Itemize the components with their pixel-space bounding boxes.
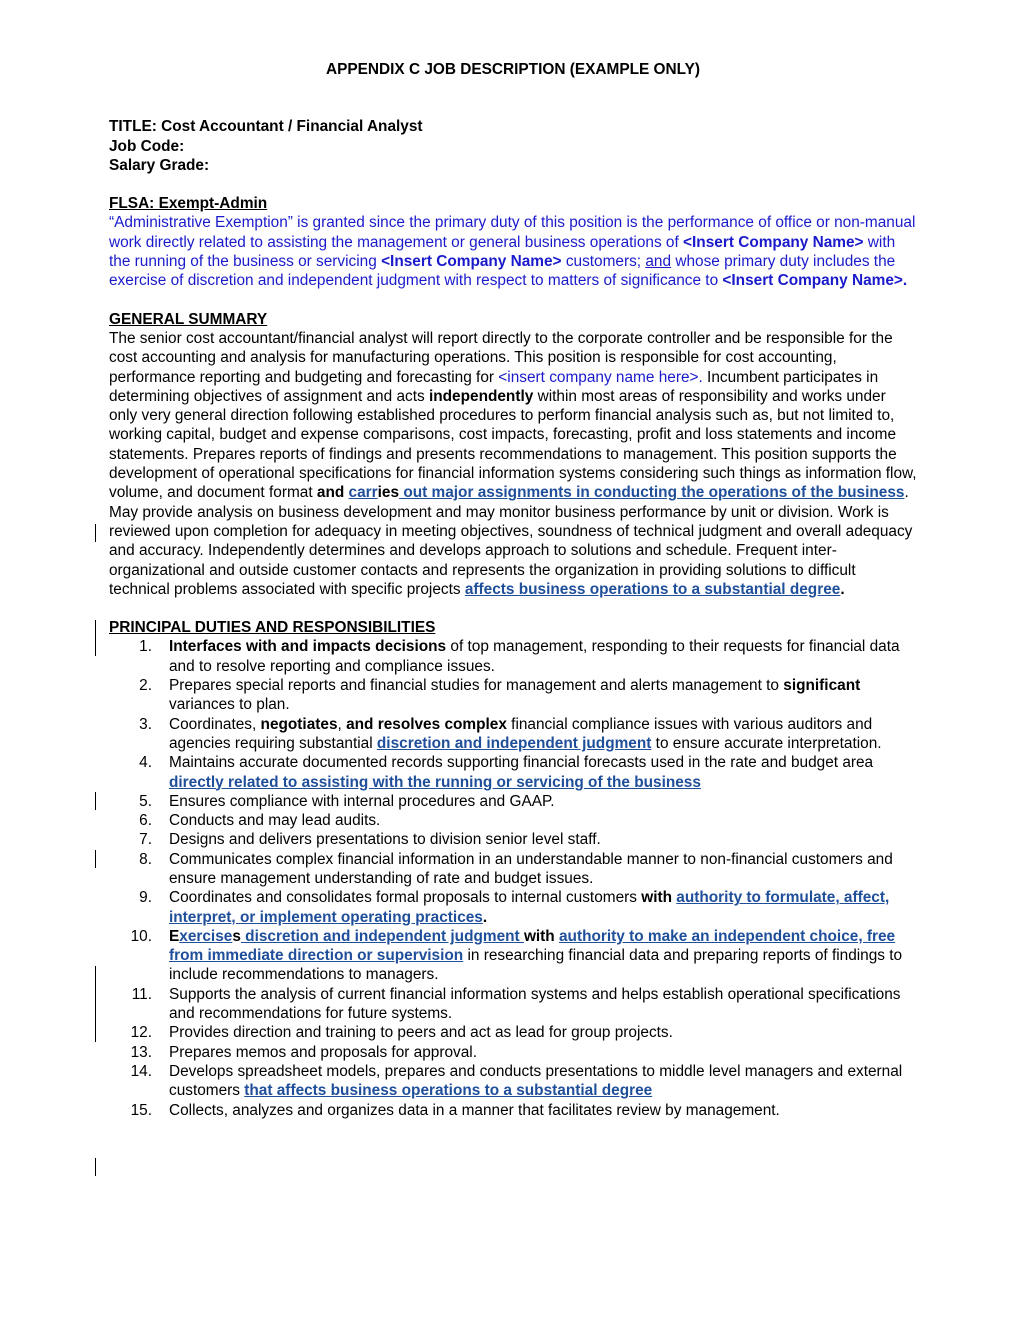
duties-list xyxy=(109,637,917,1119)
list-item: 4. Maintains accurate documented records supporting financial forecasts used in the rate and budget area directly related to assisting with the running or servicing of the business xyxy=(139,754,874,791)
salary-grade: Salary Grade: xyxy=(109,156,210,174)
revision-bar xyxy=(95,524,96,542)
list-item: 10. Exercises discretion and independent judgment with authority to make an independent choice, free from immediate direction or supervision in researching financial data and preparing reports of findings to include recommendations to managers. xyxy=(130,927,903,984)
list-item: 1. Interfaces with and impacts decisions of top management, responding to their requests for financial data and to resolve reporting and compliance issues. xyxy=(139,638,900,675)
summary-link[interactable]: carr xyxy=(348,484,378,502)
summary-link[interactable]: out major assignments in conducting the operations of the business xyxy=(399,484,905,502)
flsa-heading: FLSA: Exempt-Admin xyxy=(109,195,268,213)
flsa-paragraph: “Administrative Exemption” is granted since the primary duty of this position is the performance of office or non-manual work directly related to assisting the management or general business operations of <Insert Company Name> with the running of the business or servicing <Insert Company Name> customers; and whose primary duty includes the exercise of discretion and independent judgment with respect to matters of significance to <Insert Company Name>. xyxy=(109,214,916,290)
list-item: 6. Conducts and may lead audits. xyxy=(139,812,381,830)
duty-link[interactable]: xercise xyxy=(179,927,233,945)
list-item: 11. Supports the analysis of current financial information systems and helps establish operational specifications and recommendations for future systems. xyxy=(131,985,901,1023)
duty-link[interactable]: authority to formulate, affect, interpret, or implement operating practices xyxy=(169,889,890,926)
job-code: Job Code: xyxy=(109,137,185,155)
list-item: 8. Communicates complex financial information in an understandable manner to non-financial customers and ensure management understanding of rate and budget issues. xyxy=(139,850,893,887)
duty-link[interactable]: that affects business operations to a substantial degree xyxy=(244,1082,653,1100)
summary-paragraph: The senior cost accountant/financial analyst will report directly to the corporate controller and be responsible for the cost accounting and analysis for manufacturing operations. This position is responsible for cost accounting, performance reporting and budgeting and forecasting for <insert company name here>. Incumbent participates in determining objectives of assignment and acts independently within most areas of responsibility and works under only very general direction following established procedures to perform financial analysis such as, but not limited to, working capital, budget and expense comparisons, cost impacts, forecasting, profit and loss statements and income statements. Prepares reports of findings and presents recommendations to management. This position supports the development of operational specifications for financial information systems considering such things as information flow, volume, and document format and carries out major assignments in conducting the operations of the business. May provide analysis on business development and may monitor business performance by unit or division. Work is reviewed upon completion for adequacy in meeting objectives, soundness of technical judgment and overall adequacy and accuracy. Independently determines and develops approach to solutions and schedule. Frequent inter-organizational and outside customer contacts and represents the organization in providing solutions to difficult technical problems associated with specific projects affects business operations to a substantial degree. xyxy=(109,329,917,598)
list-item: 15. Collects, analyzes and organizes data in a manner that facilitates review by management. xyxy=(130,1101,780,1119)
duties-heading: PRINCIPAL DUTIES AND RESPONSIBILITIES xyxy=(109,619,436,637)
list-item: 3. Coordinates, negotiates, and resolves complex financial compliance issues with various auditors and agencies requiring substantial discretion and independent judgment to ensure accurate interpretation. xyxy=(139,715,882,752)
revision-bar xyxy=(95,1158,96,1176)
revision-bar xyxy=(95,966,96,1042)
duty-link[interactable]: discretion and independent judgment xyxy=(376,734,652,752)
duty-link[interactable]: discretion and independent judgment xyxy=(240,927,524,945)
revision-bar xyxy=(95,850,96,868)
page-title: APPENDIX C JOB DESCRIPTION (EXAMPLE ONLY) xyxy=(326,61,700,78)
list-item: 13. Prepares memos and proposals for approval. xyxy=(130,1043,477,1061)
duty-link[interactable]: authority to make an independent choice, free from immediate direction or supervision xyxy=(169,927,896,965)
list-item: 7. Designs and delivers presentations to division senior level staff. xyxy=(139,831,601,849)
duty-link[interactable]: directly related to assisting with the running or servicing of the business xyxy=(169,773,701,791)
document-page xyxy=(109,60,917,1120)
list-item: 9. Coordinates and consolidates formal proposals to internal customers with authority to formulate, affect, interpret, or implement operating practices. xyxy=(139,889,890,926)
list-item: 12. Provides direction and training to peers and act as lead for group projects. xyxy=(130,1024,673,1042)
revision-bar xyxy=(95,792,96,810)
list-item: 2. Prepares special reports and financial studies for management and alerts management to significant variances to plan. xyxy=(139,677,861,714)
summary-heading: GENERAL SUMMARY xyxy=(109,310,268,328)
job-title: TITLE: Cost Accountant / Financial Analyst xyxy=(109,118,423,136)
list-item: 5. Ensures compliance with internal procedures and GAAP. xyxy=(139,792,555,810)
list-item: 14. Develops spreadsheet models, prepares and conducts presentations to middle level managers and external customers that affects business operations to a substantial degree xyxy=(130,1062,903,1100)
revision-bar xyxy=(95,620,96,656)
summary-link[interactable]: affects business operations to a substantial degree xyxy=(464,580,841,598)
